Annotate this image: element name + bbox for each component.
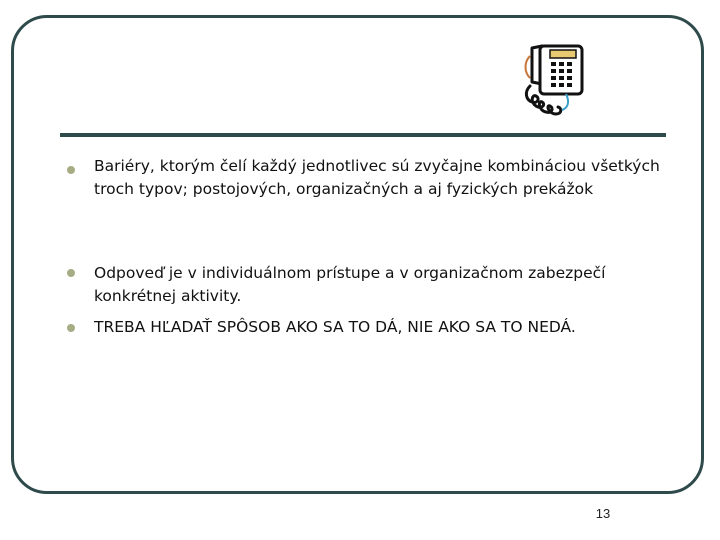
telephone-icon	[518, 42, 590, 122]
bullet-icon	[67, 324, 75, 332]
bullet-text: Odpoveď je v individuálnom prístupe a v organizačnom zabezpečí konkrétnej aktivity.	[94, 264, 606, 305]
bullet-text: TREBA HĽADAŤ SPÔSOB AKO SA TO DÁ, NIE AKO SA TO NEDÁ.	[94, 318, 576, 336]
bullet-icon	[67, 166, 75, 174]
bullet-text: Bariéry, ktorým čelí každý jednotlivec sú zvyčajne kombináciou všetkých troch typov; postojových, organizačných a aj fyzických prekážok	[94, 157, 660, 198]
title-divider	[60, 133, 666, 137]
slide-frame	[11, 15, 704, 494]
bullet-icon	[67, 269, 75, 277]
page-number: 13	[595, 506, 611, 521]
